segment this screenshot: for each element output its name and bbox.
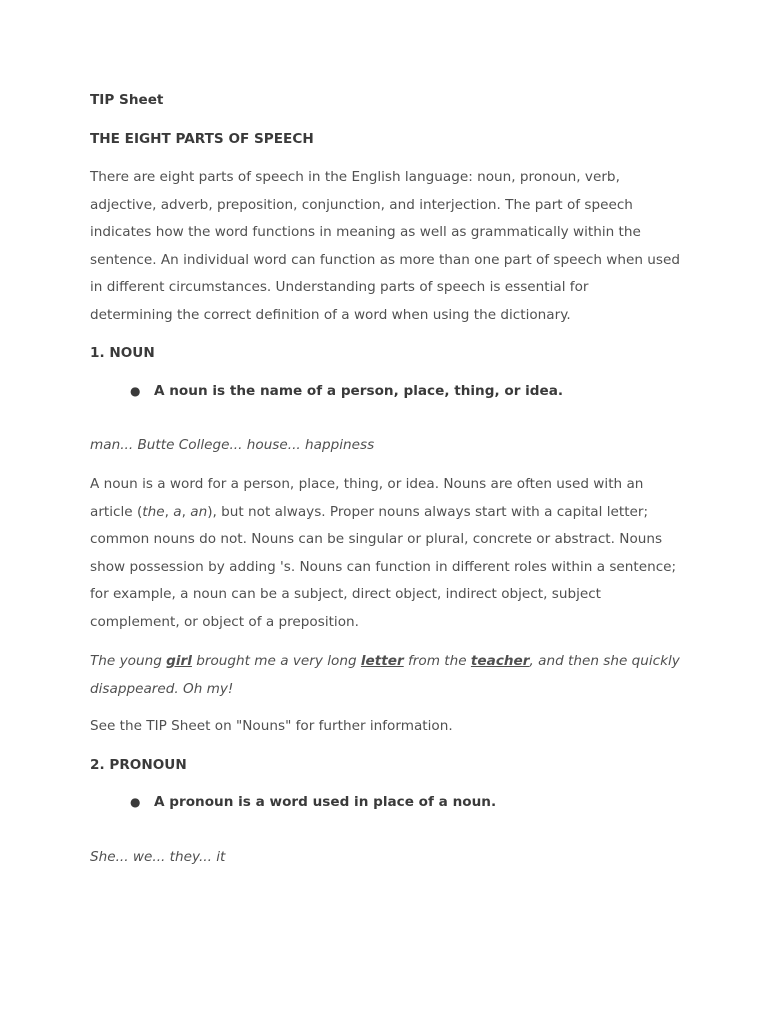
noun-see-also: See the TIP Sheet on "Nouns" for further information.: [90, 718, 453, 734]
pronoun-heading: 2. PRONOUN: [90, 757, 187, 773]
intro-line: in different circumstances. Understanding parts of speech is essential for: [90, 279, 589, 296]
noun-body-line: complement, or object of a preposition.: [90, 613, 359, 630]
noun-body-line: common nouns do not. Nouns can be singular or plural, concrete or abstract. Nouns: [90, 531, 663, 548]
highlighted-noun-teacher: teacher: [470, 653, 530, 669]
text-run: ), but not always. Proper nouns always start with a capital letter;: [207, 503, 649, 520]
tip-sheet-label: TIP Sheet: [90, 92, 164, 108]
document-title: THE EIGHT PARTS OF SPEECH: [90, 131, 314, 147]
text-run: , and then she quickly: [529, 653, 680, 669]
noun-definition: A noun is the name of a person, place, thing, or idea.: [154, 383, 564, 399]
noun-example-sentence: [90, 648, 690, 703]
bullet-icon: ●: [130, 795, 141, 809]
noun-body-line: [90, 499, 690, 527]
text-run: article (: [90, 503, 143, 520]
intro-line: sentence. An individual word can function as more than one part of speech when used: [90, 251, 680, 268]
intro-paragraph: [90, 164, 690, 330]
article-an: an: [190, 503, 208, 520]
text-run: The young: [90, 653, 167, 669]
article-the: the: [142, 503, 165, 520]
pronoun-definition: A pronoun is a word used in place of a noun.: [154, 794, 497, 810]
pronoun-examples: She... we... they... it: [90, 849, 226, 865]
noun-body-line: show possession by adding 's. Nouns can function in different roles within a sentence;: [90, 558, 677, 575]
highlighted-noun-letter: letter: [360, 653, 404, 669]
highlighted-noun-girl: girl: [166, 653, 192, 669]
noun-examples: man... Butte College... house... happiness: [90, 437, 375, 453]
text-run: ,: [164, 503, 174, 520]
noun-body-paragraph: [90, 471, 690, 637]
text-run: from the: [403, 653, 471, 669]
noun-body-line: A noun is a word for a person, place, thing, or idea. Nouns are often used with an: [90, 476, 644, 492]
intro-line: adjective, adverb, preposition, conjunction, and interjection. The part of speech: [90, 196, 633, 213]
sentence-line: disappeared. Oh my!: [90, 680, 234, 697]
pronoun-definition-bullet: [130, 794, 496, 810]
intro-line: indicates how the word functions in meaning as well as grammatically within the: [90, 224, 641, 241]
sentence-line: [90, 648, 690, 676]
intro-line: There are eight parts of speech in the English language: noun, pronoun, verb,: [90, 169, 620, 185]
article-a: a: [173, 503, 182, 520]
intro-line: determining the correct definition of a word when using the dictionary.: [90, 306, 571, 323]
noun-body-line: for example, a noun can be a subject, direct object, indirect object, subject: [90, 586, 602, 603]
noun-definition-bullet: [130, 383, 563, 399]
text-run: ,: [181, 503, 191, 520]
noun-heading: 1. NOUN: [90, 345, 155, 361]
text-run: brought me a very long: [191, 653, 361, 669]
bullet-icon: ●: [130, 384, 141, 398]
